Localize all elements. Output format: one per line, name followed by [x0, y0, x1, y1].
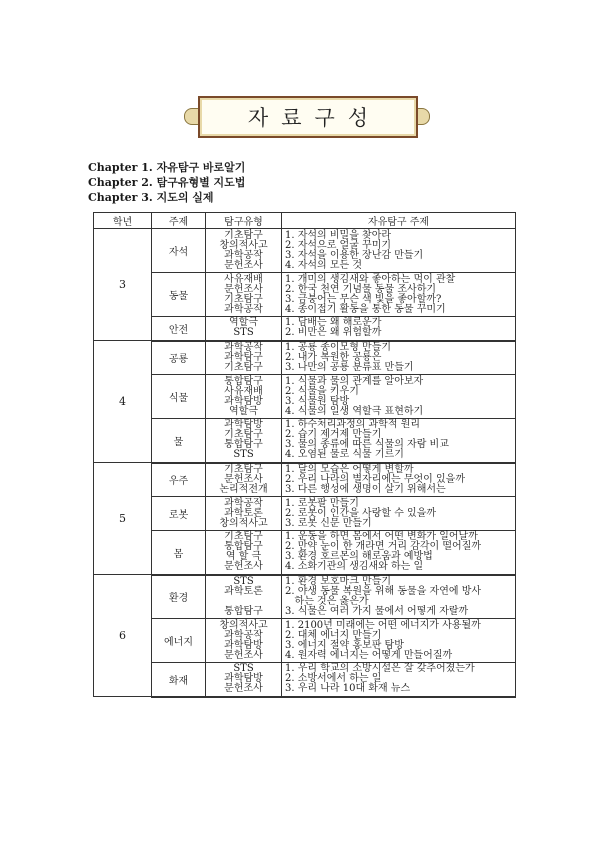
topic-item: 3. 다른 행성에 생명이 살기 위해서는 — [285, 483, 446, 495]
topic-item: 2. 비만은 왜 위험할까 — [285, 327, 382, 339]
inquiry-type: 역 할 극 — [225, 551, 262, 563]
grade-cell: 4 — [94, 341, 152, 463]
inquiry-type: STS — [233, 575, 254, 587]
header-subject: 주제 — [152, 213, 206, 229]
inquiry-type: 과학토론 — [224, 507, 263, 519]
inquiry-type: 통합탐구 — [224, 605, 263, 617]
inquiry-type: 문헌조사 — [224, 473, 263, 485]
subject-cell: 화재 — [152, 663, 206, 697]
header-topic: 자유탐구 주제 — [282, 213, 516, 229]
banner-box — [198, 96, 418, 138]
topic-item: 1. 공룡 종이모형 만들기 — [285, 341, 392, 353]
topic-item: 하는 것은 옳은가 — [285, 595, 369, 607]
topic-cell — [282, 497, 516, 531]
subject-cell: 동물 — [152, 273, 206, 317]
topic-item: 3. 금붕어는 무슨 색 빛을 좋아할까? — [285, 293, 442, 305]
table-row — [94, 341, 516, 375]
topic-cell — [282, 619, 516, 663]
topic-item: 1. 자석의 비밀을 찾아라 — [285, 229, 392, 241]
chapter-2: Chapter 2. 탐구유형별 지도법 — [88, 176, 246, 189]
inquiry-type: STS — [233, 327, 254, 339]
inquiry-type: STS — [233, 663, 254, 675]
topic-cell — [282, 341, 516, 375]
inquiry-type-cell — [206, 375, 282, 419]
topic-item: 3. 식물은 여러 가지 물에서 어떻게 자랄까 — [285, 605, 469, 617]
inquiry-type: 기초탐구 — [224, 531, 263, 543]
table-row — [94, 619, 516, 663]
topic-item: 2. 내가 복원한 공룡은 — [285, 351, 382, 363]
inquiry-type: 통합탐구 — [224, 439, 263, 451]
inquiry-type: 창의적사고 — [219, 239, 268, 251]
table-row — [94, 531, 516, 575]
topic-item: 1. 달의 모습은 어떻게 변할까 — [285, 463, 414, 475]
grade-cell: 5 — [94, 463, 152, 575]
topic-item: 2. 우리 나라의 별자리에는 무엇이 있을까 — [285, 473, 465, 485]
inquiry-type: 과학공작 — [224, 629, 263, 641]
topic-item: 3. 우리 나라 10대 화재 뉴스 — [285, 683, 411, 695]
inquiry-type: STS — [233, 449, 254, 461]
inquiry-type: 기초탐구 — [224, 293, 263, 305]
inquiry-type: 기초탐구 — [224, 361, 263, 373]
topic-item: 2. 소방서에서 하는 일 — [285, 673, 382, 685]
inquiry-type: 기초탐구 — [224, 463, 263, 475]
inquiry-type: 창의적사고 — [219, 619, 268, 631]
inquiry-type: 과학공작 — [224, 249, 263, 261]
topic-item: 2. 야생 동물 복원을 위해 동물을 자연에 방사 — [285, 585, 482, 597]
topic-cell — [282, 531, 516, 575]
subject-cell: 식물 — [152, 375, 206, 419]
grade-cell: 3 — [94, 229, 152, 341]
inquiry-type: 문헌조사 — [224, 259, 263, 271]
grade-cell: 6 — [94, 575, 152, 697]
topic-item: 2. 식물을 키우기 — [285, 385, 359, 397]
topic-item: 1. 식물과 물의 관계를 알아보자 — [285, 375, 424, 387]
topic-item: 3. 에너지 절약 홍보판 탐방 — [285, 639, 404, 651]
topic-item: 2. 자석으로 얼굴 꾸미기 — [285, 239, 392, 251]
inquiry-type: 과학공작 — [224, 303, 263, 315]
inquiry-type-cell — [206, 663, 282, 697]
topic-item: 1. 로봇팔 만들기 — [285, 497, 359, 509]
topic-item: 1. 개미의 생김새와 좋아하는 먹이 관찰 — [285, 273, 456, 285]
topic-item: 2. 대체 에너지 만들기 — [285, 629, 382, 641]
topic-item: 3. 로봇 신문 만들기 — [285, 517, 372, 529]
topic-item: 3. 물의 종류에 따른 식물의 자람 비교 — [285, 439, 449, 451]
inquiry-type: 과학탐방 — [224, 673, 263, 685]
inquiry-type-cell — [206, 531, 282, 575]
topic-cell — [282, 229, 516, 273]
table-row — [94, 463, 516, 497]
topic-cell — [282, 663, 516, 697]
inquiry-type: 논리적전개 — [219, 483, 268, 495]
topic-item: 4. 종이접기 활동을 통한 동물 꾸미기 — [285, 303, 446, 315]
topic-cell — [282, 375, 516, 419]
inquiry-type-cell — [206, 341, 282, 375]
inquiry-type: 창의적사고 — [219, 517, 268, 529]
inquiry-type-cell — [206, 619, 282, 663]
inquiry-type: 과학탐방 — [224, 395, 263, 407]
inquiry-type-cell — [206, 229, 282, 273]
inquiry-type: 사유재배 — [224, 273, 263, 285]
topic-item: 3. 환경 호르몬의 해로움과 예방법 — [285, 551, 433, 563]
inquiry-type: 사유재배 — [224, 385, 263, 397]
table-body — [94, 229, 516, 697]
inquiry-type-cell — [206, 497, 282, 531]
topic-cell — [282, 317, 516, 341]
inquiry-type: 과학탐구 — [224, 351, 263, 363]
inquiry-type: 통합탐구 — [224, 541, 263, 553]
topic-item: 4. 원자력 에너지는 어떻게 만들어질까 — [285, 649, 453, 661]
topic-cell — [282, 273, 516, 317]
topic-item: 3. 식물원 탐방 — [285, 395, 350, 407]
topic-cell — [282, 463, 516, 497]
subject-cell: 공룡 — [152, 341, 206, 375]
inquiry-type: 문헌조사 — [224, 561, 263, 573]
chapter-list — [88, 160, 245, 205]
inquiry-type: 문헌조사 — [224, 649, 263, 661]
subject-cell: 자석 — [152, 229, 206, 273]
topic-cell — [282, 575, 516, 619]
inquiry-type: 기초탐구 — [224, 229, 263, 241]
header-inquiry-type: 탐구유형 — [206, 213, 282, 229]
topic-item: 4. 소화기관의 생김새와 하는 일 — [285, 561, 424, 573]
chapter-1: Chapter 1. 자유탐구 바로알기 — [88, 161, 246, 174]
table-row — [94, 229, 516, 273]
inquiry-type-cell — [206, 463, 282, 497]
inquiry-type: 과학공작 — [224, 341, 263, 353]
inquiry-type: 과학토론 — [224, 585, 263, 597]
topic-item: 2. 로봇이 인간을 사랑할 수 있을까 — [285, 507, 437, 519]
inquiry-type-cell — [206, 419, 282, 463]
header-grade: 학년 — [94, 213, 152, 229]
banner-title: 자료구성 — [247, 106, 382, 130]
topic-item: 1. 하수처리과정의 과학적 원리 — [285, 419, 420, 431]
curriculum-table — [93, 212, 516, 698]
topic-item: 1. 담배는 왜 해로운가 — [285, 317, 382, 329]
topic-cell — [282, 419, 516, 463]
inquiry-type: 문헌조사 — [224, 683, 263, 695]
subject-cell: 물 — [152, 419, 206, 463]
subject-cell: 에너지 — [152, 619, 206, 663]
table-row — [94, 317, 516, 341]
topic-item: 4. 자석의 모든 것 — [285, 259, 363, 271]
inquiry-type-cell — [206, 273, 282, 317]
inquiry-type: 과학탐방 — [224, 419, 263, 431]
topic-item: 2. 한국 천연 기념물 동물 조사하기 — [285, 283, 437, 295]
topic-item: 2. 습기 제거제 만들기 — [285, 429, 382, 441]
title-banner — [184, 96, 430, 136]
table-header-row — [94, 213, 516, 229]
table-row — [94, 419, 516, 463]
topic-item: 3. 자석을 이용한 장난감 만들기 — [285, 249, 424, 261]
subject-cell: 우주 — [152, 463, 206, 497]
topic-item: 1. 우리 학교의 소방시설은 잘 갖추어졌는가 — [285, 663, 475, 675]
subject-cell: 환경 — [152, 575, 206, 619]
inquiry-type: 문헌조사 — [224, 283, 263, 295]
subject-cell: 몸 — [152, 531, 206, 575]
inquiry-type-cell — [206, 575, 282, 619]
topic-item: 2. 만약 눈이 한 개라면 거리 감각이 떨어질까 — [285, 541, 482, 553]
topic-item: 1. 환경 보호마크 만들기 — [285, 575, 392, 587]
inquiry-type: 과학공작 — [224, 497, 263, 509]
topic-item: 1. 운동을 하면 몸에서 어떤 변화가 일어날까 — [285, 531, 478, 543]
table-row — [94, 497, 516, 531]
inquiry-type: 역할극 — [229, 317, 258, 329]
table-row — [94, 273, 516, 317]
subject-cell: 안전 — [152, 317, 206, 341]
inquiry-type: 역할극 — [229, 405, 258, 417]
topic-item: 3. 나만의 공룡 분류표 만들기 — [285, 361, 414, 373]
table-row — [94, 575, 516, 619]
topic-item: 4. 오염된 물로 식물 기르기 — [285, 449, 404, 461]
inquiry-type: 과학탐방 — [224, 639, 263, 651]
inquiry-type-cell — [206, 317, 282, 341]
table-row — [94, 375, 516, 419]
inquiry-type: 통합탐구 — [224, 375, 263, 387]
topic-item: 1. 2100년 미래에는 어떤 에너지가 사용될까 — [285, 619, 481, 631]
inquiry-type: 기초탐구 — [224, 429, 263, 441]
table-row — [94, 663, 516, 697]
chapter-3: Chapter 3. 지도의 실제 — [88, 191, 214, 204]
topic-item: 4. 식물의 일생 역할극 표현하기 — [285, 405, 424, 417]
subject-cell: 로봇 — [152, 497, 206, 531]
